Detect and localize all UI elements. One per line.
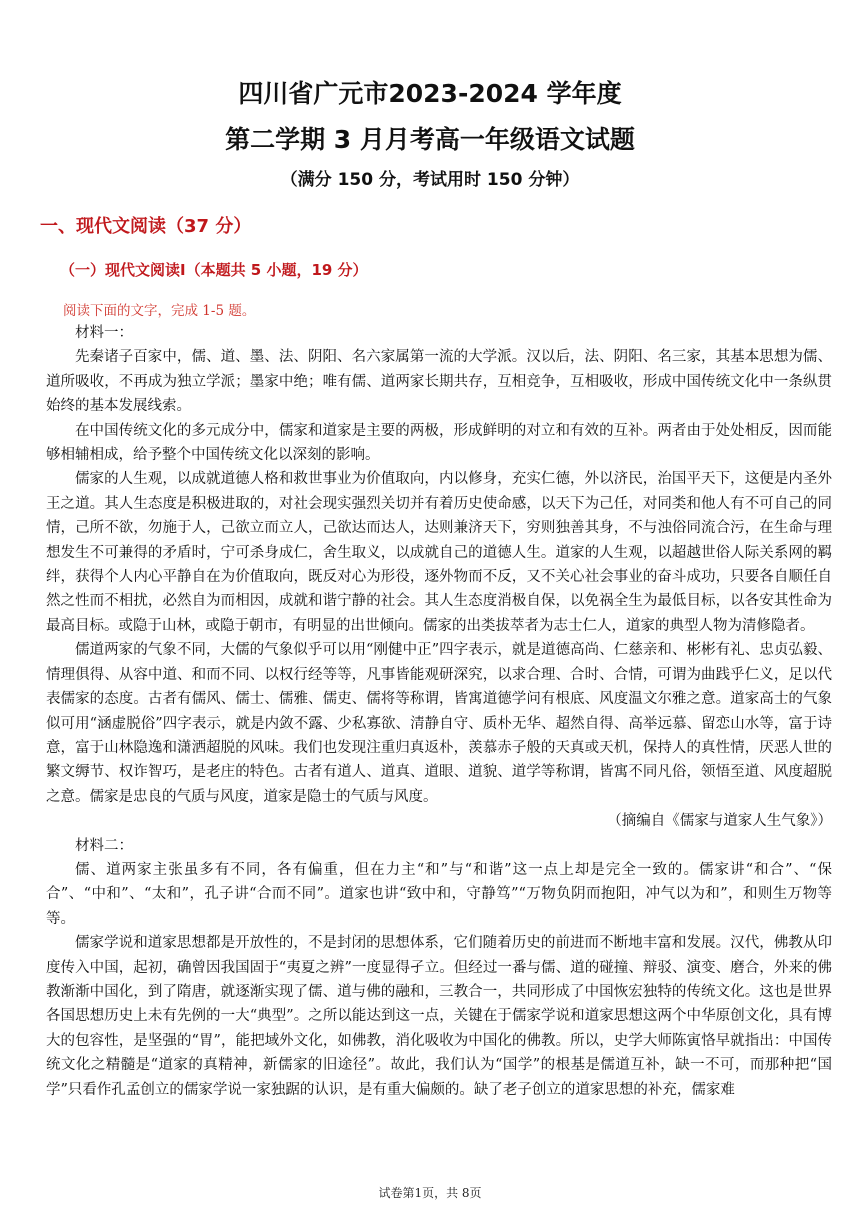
source-citation: （摘编自《儒家与道家人生气象》）: [607, 813, 832, 830]
exam-subtitle: （满分 150 分，考试用时 150 分钟）: [280, 170, 580, 190]
exam-title-line2: 第二学期 3 月月考高一年级语文试题: [225, 125, 635, 154]
page-footer: 试卷第1页，共 8页: [378, 1186, 482, 1200]
paragraph: 先秦诸子百家中，儒、道、墨、法、阴阳、名六家属第一流的大学派。汉以后，法、阴阳、名三家，其基本思想为儒、道所吸收，不再成为独立学派；墨家中绝；唯有儒、道两家长期共存，互相竞争，互相吸收，形成中国传统文化中一条纵贯始终的基本发展线索。: [46, 349, 832, 415]
subsection-heading: （一）现代文阅读Ⅰ（本题共 5 小题，19 分）: [60, 261, 368, 279]
paragraph: 儒家学说和道家思想都是开放性的，不是封闭的思想体系，它们随着历史的前进而不断地丰富和发展。汉代，佛教从印度传入中国，起初，确曾因我国固于“夷夏之辨”一度显得孑立。但经过一番与儒、道的碰撞、辩驳、演变、磨合，外来的佛教渐渐中国化，到了隋唐，就逐渐实现了儒、道与佛的融和，三教合一，共同形成了中国恢宏独特的传统文化。这也是世界各国思想历史上未有先例的一大“典型”。之所以能达到这一点，关键在于儒家学说和道家思想这两个中华原创文化，具有博大的包容性，是坚强的“胃”，能把域外文化，如佛教，消化吸收为中国化的佛教。所以，史学大师陈寅恪早就指出：中国传统文化之精髓是“道家的真精神，新儒家的旧途径”。故此，我们认为“国学”的根基是儒道互补，缺一不可，而那种把“国学”只看作孔孟创立的儒家学说一家独踞的认识，是有重大偏颇的。缺了老子创立的道家思想的补充，儒家难: [46, 935, 832, 1098]
section-heading: 一、现代文阅读（37 分）: [40, 216, 252, 237]
material-label: 材料一：: [75, 325, 133, 341]
paragraph: 儒、道两家主张虽多有不同，各有偏重，但在力主“和”与“和谐”这一点上却是完全一致的。儒家讲“和合”、“保合”、“中和”、“太和”，孔子讲“合而不同”。道家也讲“致中和，守静笃”“万物负阴而抱阳，冲气以为和”，和则生万物等等。: [46, 861, 832, 927]
material-label: 材料二：: [75, 837, 133, 854]
paragraph: 在中国传统文化的多元成分中，儒家和道家是主要的两极，形成鲜明的对立和有效的互补。两者由于处处相反，因而能够相辅相成，给予整个中国传统文化以深刻的影响。: [46, 422, 832, 464]
paragraph: 儒家的人生观，以成就道德人格和救世事业为价值取向，内以修身，充实仁德，外以济民，治国平天下，这便是内圣外王之道。其人生态度是积极进取的，对社会现实强烈关切并有着历史使命感，以天下为己任，对同类和他人有不可自己的同情，己所不欲，勿施于人，己欲立而立人，己欲达而达人，达则兼济天下，穷则独善其身，不与浊俗同流合污，在生命与理想发生不可兼得的矛盾时，宁可杀身成仁，舍生取义，以成就自己的道德人生。道家的人生观，以超越世俗人际关系网的羁绊，获得个人内心平静自在为价值取向，既反对心为形役，逐外物而不反，又不关心社会事业的奋斗成功，只要各自顺任自然之性而不相扰，必然自为而相因，成就和谐宁静的社会。其人生态度消极自保，以免祸全生为最低目标，以各安其性命为最高目标。或隐于山林，或隐于朝市，有明显的出世倾向。儒家的出类拔萃者为志士仁人，道家的典型人物为清修隐者。: [46, 471, 832, 634]
reading-instruction: 阅读下面的文字，完成 1-5 题。: [63, 303, 256, 319]
reading-passage: [46, 321, 832, 1102]
paragraph: 儒道两家的气象不同，大儒的气象似乎可以用“刚健中正”四字表示，就是道德高尚、仁慈亲和、彬彬有礼、忠贞弘毅、情理俱得、从容中道、和而不同、以权行经等等，凡事皆能观研深究，以求合理、合时、合情，可谓为曲践乎仁义，足以代表儒家的态度。古者有儒风、儒士、儒雅、儒吏、儒将等称谓，皆寓道德学问有根底、风度温文尔雅之意。道家高士的气象似可用“涵虚脱俗”四字表示，就是内敛不露、少私寡欲、清静自守、质朴无华、超然自得、高举远慕、留恋山水等，富于诗意，富于山林隐逸和潇洒超脱的风味。我们也发现注重归真返朴，羡慕赤子般的天真或天机，保持人的真性情，厌恶人世的繁文缛节、权诈智巧，是老庄的特色。古者有道人、道真、道眼、道貌、道学等称谓，皆寓不同凡俗，领悟至道、风度超脱之意。儒家是忠良的气质与风度，道家是隐士的气质与风度。: [46, 642, 832, 805]
exam-title-line1: 四川省广元市2023-2024 学年度: [238, 79, 622, 108]
